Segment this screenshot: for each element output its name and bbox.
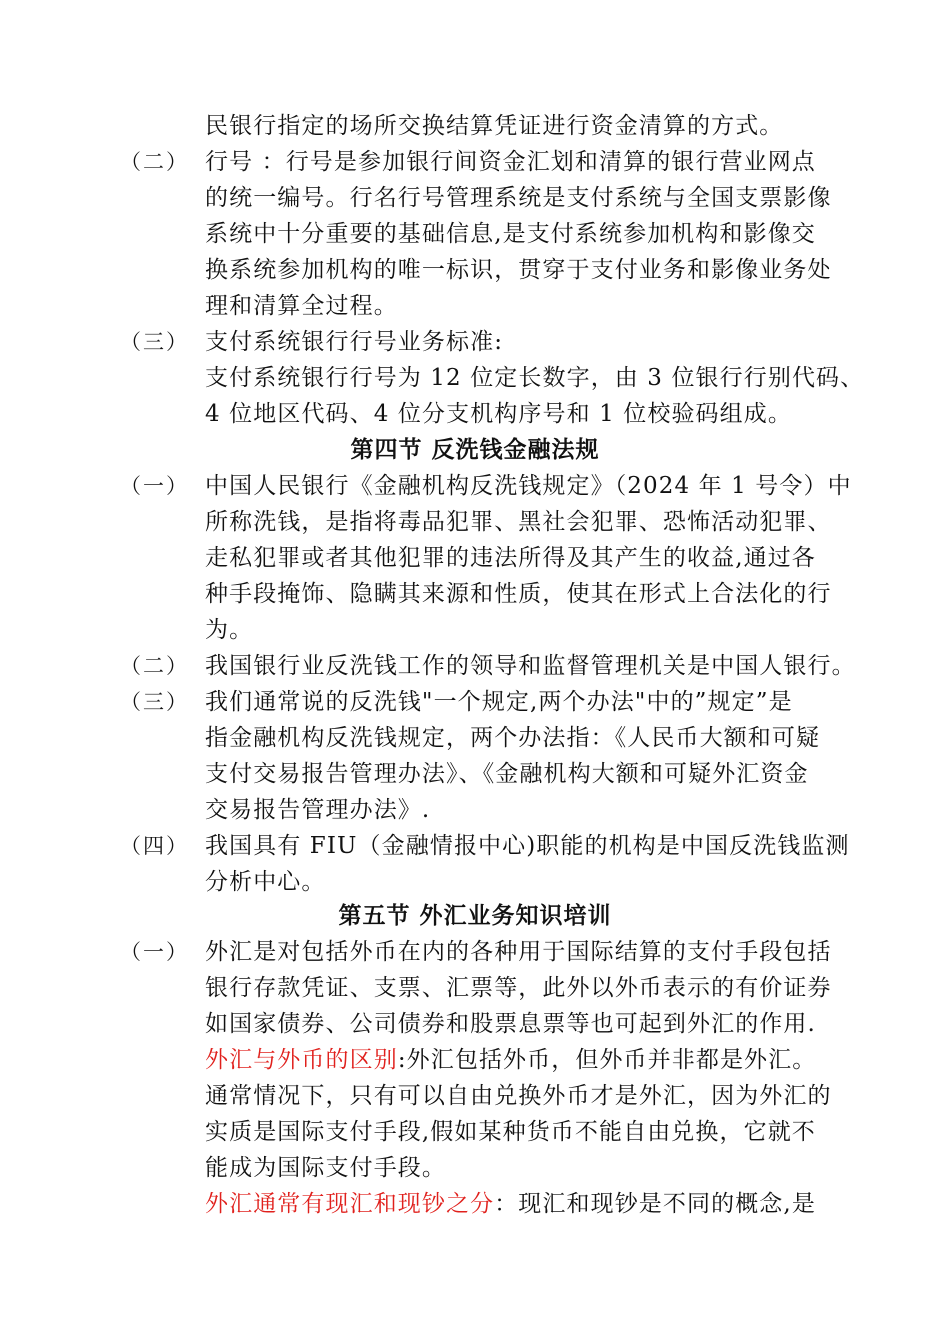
paragraph-line: 能成为国际支付手段。	[205, 1155, 446, 1181]
paragraph-line: 支付系统银行行号业务标准:	[205, 329, 504, 355]
section-heading: 第五节 外汇业务知识培训	[338, 902, 612, 929]
paragraph-line: 我们通常说的反洗钱"一个规定,两个办法"中的”规定”是	[205, 689, 793, 715]
paragraph-line: 为。	[205, 617, 254, 643]
paragraph-line: 银行存款凭证、支票、汇票等，此外以外币表示的有价证券	[205, 975, 832, 1001]
paragraph-line: 外汇是对包括外币在内的各种用于国际结算的支付手段包括	[205, 939, 832, 965]
paragraph-line: 支付系统银行行号为 12 位定长数字，由 3 位银行行别代码、	[205, 365, 865, 391]
item-number: （三）	[120, 690, 189, 714]
paragraph-line: 走私犯罪或者其他犯罪的违法所得及其产生的收益,通过各	[205, 545, 816, 571]
item-number: （三）	[120, 330, 189, 354]
paragraph-line: 中国人民银行《金融机构反洗钱规定》（2024 年 1 号令）中	[205, 473, 852, 499]
paragraph-line: 交易报告管理办法》.	[205, 797, 431, 823]
paragraph-line: 我国具有 FIU（金融情报中心)职能的机构是中国反洗钱监测	[205, 833, 850, 859]
highlight-term: 外汇与外币的区别	[205, 1047, 398, 1073]
paragraph-line: 指金融机构反洗钱规定，两个办法指：《人民币大额和可疑	[205, 725, 821, 751]
paragraph-line: 理和清算全过程。	[205, 293, 398, 319]
paragraph-line: 的统一编号。行名行号管理系统是支付系统与全国支票影像	[205, 185, 832, 211]
paragraph-line: 分析中心。	[205, 869, 326, 895]
paragraph-line: 如国家债券、公司债券和股票息票等也可起到外汇的作用.	[205, 1011, 816, 1037]
paragraph-line: 通常情况下，只有可以自由兑换外币才是外汇，因为外汇的	[205, 1083, 832, 1109]
paragraph-line: 换系统参加机构的唯一标识，贯穿于支付业务和影像业务处	[205, 257, 832, 283]
paragraph-line	[205, 1042, 816, 1078]
paragraph-text: ：现汇和现钞是不同的概念,是	[494, 1191, 816, 1217]
section-heading: 第四节 反洗钱金融法规	[350, 436, 600, 463]
item-number: （一）	[120, 474, 189, 498]
paragraph-line: 我国银行业反洗钱工作的领导和监督管理机关是中国人银行。	[205, 653, 856, 679]
paragraph-line: 民银行指定的场所交换结算凭证进行资金清算的方式。	[205, 113, 784, 139]
paragraph-line: 行号 ：行号是参加银行间资金汇划和清算的银行营业网点	[205, 149, 816, 175]
paragraph-line: 支付交易报告管理办法》、《金融机构大额和可疑外汇资金	[205, 761, 809, 787]
paragraph-text: :外汇包括外币，但外币并非都是外汇。	[397, 1047, 817, 1073]
paragraph-line: 系统中十分重要的基础信息,是支付系统参加机构和影像交	[205, 221, 816, 247]
highlight-term: 外汇通常有现汇和现钞之分	[205, 1191, 495, 1217]
item-number: （一）	[120, 940, 189, 964]
item-number: （二）	[120, 654, 189, 678]
item-number: （二）	[120, 150, 189, 174]
paragraph-line: 实质是国际支付手段,假如某种货币不能自由兑换，它就不	[205, 1119, 816, 1145]
paragraph-line: 所称洗钱，是指将毒品犯罪、黑社会犯罪、恐怖活动犯罪、	[205, 509, 832, 535]
paragraph-line: 4 位地区代码、4 位分支机构序号和 1 位校验码组成。	[205, 401, 792, 427]
item-number: （四）	[120, 834, 189, 858]
paragraph-line: 种手段掩饰、隐瞒其来源和性质，使其在形式上合法化的行	[205, 581, 832, 607]
paragraph-line	[205, 1186, 816, 1222]
